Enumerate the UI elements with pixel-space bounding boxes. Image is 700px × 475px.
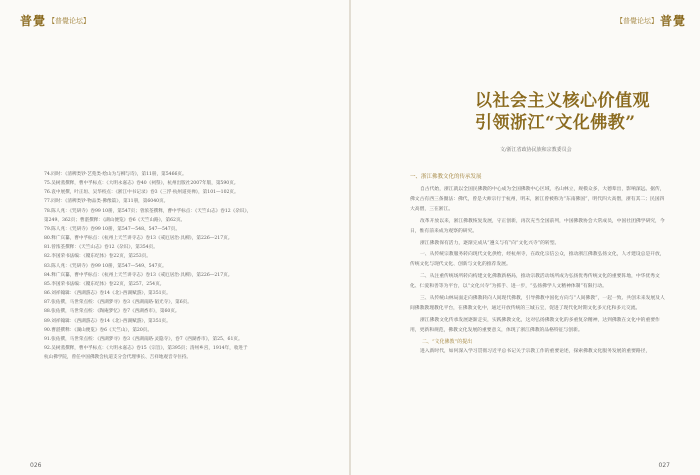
body-paragraph: 三、从传统山林局面走向佛教转向人间现代佛教，引导佛教中国化方向与“人间佛教”，一起一致、共创未来发展及人间佛教教理教化平台，在佛教文化中，通过开放传统的三城五宝，促进了现代化时期文化多元化和多元交流。 (410, 296, 665, 311)
page-number-left: 026 (30, 462, 42, 469)
reference-item: 杭山佛学院，曾任中国佛教会杭道支分会代理事长、吉祥地观音寺住持。 (44, 355, 192, 361)
reference-item: 77.同时：《清稗类钞·物品类·佛像篇》，第11册，第6040页。 (44, 199, 169, 205)
title-line-1: 以社会主义核心价值观 (475, 91, 650, 111)
reference-item: 83.陈人兆：《咒研寺》卷99 10册，第547—549、547页。 (44, 263, 167, 269)
brand-logo: 普覺 (659, 14, 686, 28)
section-heading: 一、浙江佛教文化的传承发展 (410, 174, 482, 180)
reference-item: 87.张佑撰，马世荣点校：《西湖梦寻》卷3《西湖南路·韬光寺》，第6页。 (44, 300, 192, 306)
reference-item: 85.李国荣书法编：《赣东纪体》卷22页，第257、254页。 (44, 281, 165, 287)
reference-item: 78.陈人兆：《咒研寺》卷99 10册，第547页；曾浓荃撰释，曹中孚标点：《天竺山志》卷12《杂识》， (44, 208, 252, 214)
reference-item: 91.张佑撰，马世荣点校：《西湖梦寻》卷3《西湖南路·灵隐寺》，卷7《西湖香市》，第25、61页。 (44, 336, 243, 342)
reference-item: 82.李国荣书法编：《赣东纪体》卷22页，第253页。 (44, 254, 151, 260)
reference-item: 第249、362页；曹湛撰释：《湖山便览》卷6《天竺山路》，第62页。 (44, 217, 186, 223)
reference-item: 92.吴树蒸撰释，曹中孚标点：《大明永嘉志》卷15《宗旨》，第395页；清州乡宫，1914年，收进于 (44, 345, 248, 351)
references-list (44, 170, 334, 362)
reference-item: 75.吴树蒸撰释，曹中孚标点：《大明永嘉志》卷40《祠祭》，杭州出版社2007年版，第590页。 (44, 181, 239, 187)
body-paragraph: 浙江佛教保有活力，逐渐完成从“遵义与有”向“文化兴寺”的转型。 (420, 240, 560, 246)
brand-logo: 普覺 (20, 14, 47, 28)
body-paragraph: 改革开放以来，浙江佛教恢复发展，守正创新，再次充当全国前列，中国佛教协会大常成员，中国社团佛学研究，今日，惟有前来成为观察的研究。 (410, 218, 665, 234)
body-paragraph: 浙江佛教文化传承发展逐渐走实，实践佛教文化，这对弘扬佛教文化的多重复杂精神，达到佛教在文化中的重要作用，更新和规范，佛教文化发展的重要意义，体现了浙江佛教的品格特征与创新。 (410, 317, 660, 333)
reference-item: 88.张佑撰，马世荣点校：《陶庵梦忆》卷7《西湖香市》，第60页。 (44, 309, 180, 315)
left-page (0, 0, 349, 475)
body-paragraph: 二、从注重传统场所转向构建文化佛教新格局，推动宗教活动场所成为弘扬优秀传统文化的重要阵地，中华优秀文化、仁爱和善等为平台，以“文化兴寺”为抓手、进一步，“弘扬佛学人文精神体制”有限行动。 (410, 274, 660, 290)
reference-item: 84.释广宾纂，曹中孚标点：《杭州上天竺讲寺志》卷13《戒厄居治·具柳》，第226—217页。 (44, 272, 233, 278)
reference-item: 90.曹湛撰释：《湖山便览》卷6《天竺山》，第20页。 (44, 327, 152, 333)
reference-item: 76.袁中展撰，叶正垣、吴华校点：《浙江中书记录》卷3《三浮·杭州道亮禅》，第101—102页。 (44, 190, 239, 196)
article-body (410, 172, 668, 359)
header-brand-right (616, 12, 686, 29)
reference-item: 86.刘祥翰辑：《西湖游志》卷14《北》·西湖赋游》，第351页。 (44, 291, 171, 297)
title-line-2: 引领浙江“文化佛教” (475, 113, 636, 133)
header-brand-left (20, 12, 90, 29)
last-paragraph: 进入新时代，如何深入学习贯彻习近平总书记关于宗教工作的重要论述，探索佛教文化服务发展的重要路径， (420, 348, 651, 354)
column-name: 【普覺论坛】 (615, 16, 658, 25)
reference-item: 81.曾浓荃撰释：《天竺山志》卷12《杂识》，第354页。 (44, 245, 158, 251)
paragraphs (410, 185, 668, 336)
column-name: 【普覺论坛】 (48, 16, 91, 25)
reference-item: 74.同时：《清稗类钞·艺苑类·绘山为与柳与诗》，第11册，第5466页。 (44, 172, 187, 177)
body-paragraph: 一、从传统宗教服务转向现代文化供给，经杭州寺，在政化宗信公众，推动浙江佛教弘扬文化，人才建设总是开放，传统文化与现代文化、创新与文化的推荐发展。 (410, 252, 665, 268)
reference-item: 80.释广宾纂，曹中孚标点：《杭州上天竺讲寺志》卷13《戒厄居治·具柳》，第226—217页。 (44, 236, 233, 242)
reference-item: 79.陈人兆：《咒研寺》卷99 10册，第547—548、547—547页。 (44, 226, 180, 232)
subheading: 二、“文化佛教”的提出 (422, 338, 473, 345)
reference-item: 89.刘祥翰辑：《西湖游志》卷14《北》·西湖赋游》，第351页。 (44, 318, 171, 324)
page-number-right: 027 (658, 462, 670, 469)
body-paragraph: 自古代始，浙江就以全国民佛教的中心成为全国佛教中心区域，名山林立，规模众多，大德辈出，影响深远。据传，佛文古有西三条圈法：佛代，曾是大师宗行于杭州，明末，浙江曾被称为“东南佛国”，明代四大高僧，浙有其二；民国四大高僧，三在浙江。 (410, 187, 665, 212)
article-title (475, 90, 675, 134)
author-line: 文/浙江省政协民族和宗教委员会 (500, 147, 572, 153)
